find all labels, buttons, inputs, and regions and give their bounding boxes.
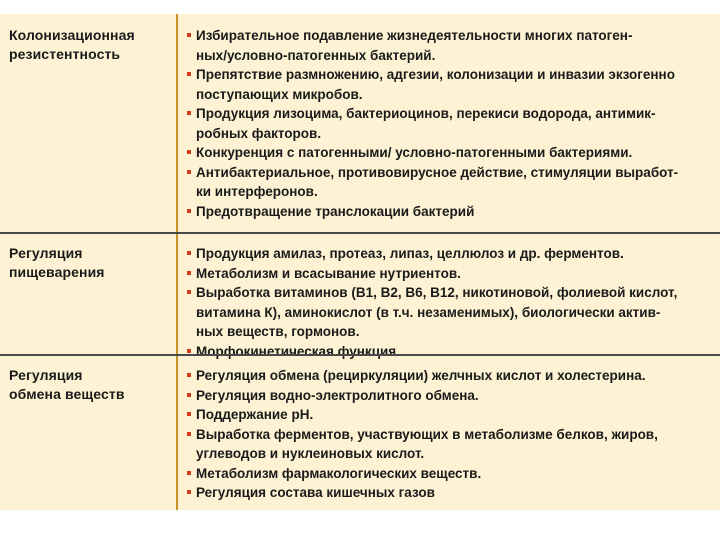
- item-line: Препятствие размножению, адгезии, колонизации и инвазии экзогенно: [196, 67, 675, 82]
- row-label-line: обмена веществ: [9, 386, 125, 402]
- row-items: [186, 366, 716, 503]
- row-items: [186, 244, 716, 361]
- list-item: [186, 244, 716, 264]
- item-line: Выработка витаминов (B1, B2, B6, B12, никотиновой, фолиевой кислот,: [196, 285, 678, 300]
- list-item: [186, 366, 716, 386]
- item-line: ных веществ, гормонов.: [196, 324, 360, 339]
- list-item: [186, 464, 716, 484]
- list-item: [186, 143, 716, 163]
- list-item: [186, 283, 716, 342]
- row-label: [9, 26, 171, 64]
- list-item: [186, 425, 716, 464]
- item-line: Метаболизм и всасывание нутриентов.: [196, 265, 461, 281]
- item-line: ки интерферонов.: [196, 184, 318, 199]
- row-label-line: резистентность: [9, 46, 121, 62]
- item-line: Регуляция водно-электролитного обмена.: [196, 387, 479, 403]
- functions-table: [0, 14, 720, 510]
- item-line: Регуляция обмена (рециркуляции) желчных кислот и холестерина.: [196, 368, 646, 383]
- list-item: [186, 483, 716, 503]
- item-line: Продукция амилаз, протеаз, липаз, целлюлоз и др. ферментов.: [196, 246, 624, 261]
- table-row-digestion-regulation: [0, 232, 720, 359]
- row-label: [9, 366, 171, 404]
- list-item: [186, 163, 716, 202]
- row-items: [186, 26, 716, 221]
- item-line: Поддержание pH.: [196, 407, 314, 422]
- item-line: Морфокинетическая функция: [196, 343, 397, 359]
- list-item: [186, 104, 716, 143]
- row-label-line: Регуляция: [9, 367, 83, 383]
- row-label-line: пищеварения: [9, 264, 105, 280]
- row-label-line: Регуляция: [9, 245, 83, 261]
- list-item: [186, 26, 716, 65]
- item-line: робных факторов.: [196, 125, 322, 141]
- list-item: [186, 386, 716, 406]
- row-label: [9, 244, 171, 282]
- item-line: Избирательное подавление жизнедеятельности многих патоген-: [196, 28, 633, 43]
- item-line: витамина К), аминокислот (в т.ч. незаменимых), биологически актив-: [196, 304, 661, 320]
- item-line: поступающих микробов.: [196, 86, 363, 102]
- item-line: Метаболизм фармакологических веществ.: [196, 465, 482, 481]
- list-item: [186, 202, 716, 222]
- list-item: [186, 264, 716, 284]
- item-line: Выработка ферментов, участвующих в метаболизме белков, жиров,: [196, 426, 658, 442]
- row-label-line: Колонизационная: [9, 27, 135, 43]
- table-row-colonization-resistance: [0, 14, 720, 232]
- table-row-metabolism-regulation: [0, 354, 720, 510]
- item-line: Антибактериальное, противовирусное действие, стимуляции выработ-: [196, 164, 679, 180]
- item-line: Регуляция состава кишечных газов: [196, 485, 435, 500]
- item-line: Конкуренция с патогенными/ условно-патогенными бактериями.: [196, 145, 633, 160]
- item-line: углеводов и нуклеиновых кислот.: [196, 446, 425, 461]
- item-line: Продукция лизоцима, бактериоцинов, перекиси водорода, антимик-: [196, 106, 656, 121]
- item-line: ных/условно-патогенных бактерий.: [196, 47, 436, 63]
- list-item: [186, 405, 716, 425]
- item-line: Предотвращение транслокации бактерий: [196, 203, 475, 219]
- list-item: [186, 65, 716, 104]
